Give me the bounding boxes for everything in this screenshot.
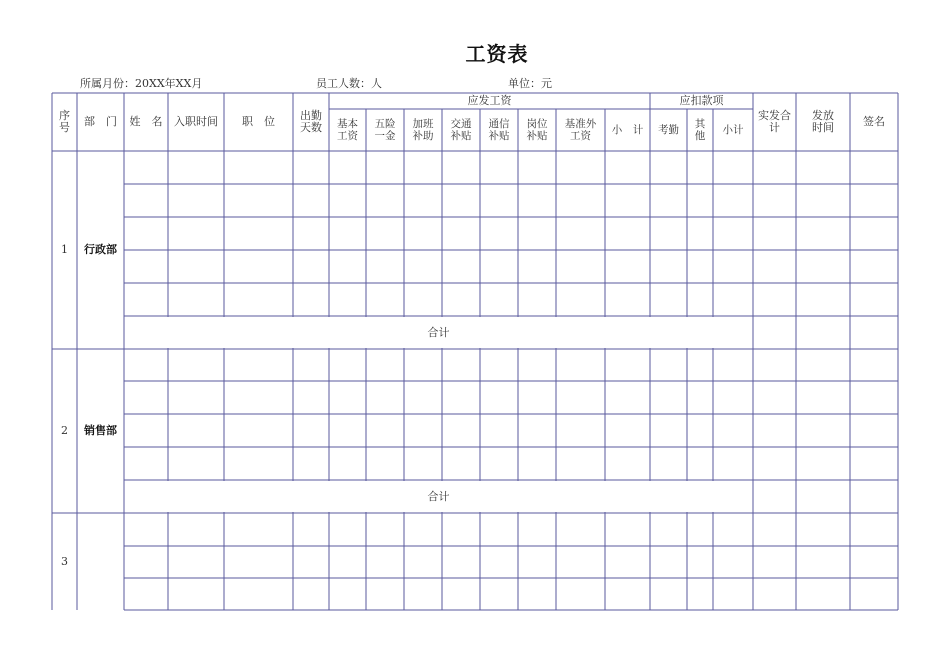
group-total-label: 合计 <box>427 489 450 503</box>
group-seq-number: 1 <box>61 243 68 256</box>
header-position: 职 位 <box>242 115 275 128</box>
page-title: 工资表 <box>465 42 529 66</box>
header-attendance-deduct: 考勤 <box>658 124 679 136</box>
header-payable-group: 应发工资 <box>467 94 512 107</box>
header-subtotal: 小 计 <box>611 124 644 136</box>
group-department: 行政部 <box>84 243 117 256</box>
unit-label: 单位：元 <box>508 77 552 90</box>
header-net-total: 实发合 计 <box>758 109 791 134</box>
group-seq-number: 3 <box>61 554 68 568</box>
header-transport: 交通 补贴 <box>450 118 472 142</box>
group-seq-number: 2 <box>61 424 68 437</box>
header-deduct-group: 应扣款项 <box>679 94 724 107</box>
header-name: 姓 名 <box>129 115 163 128</box>
staff-count-label: 员工人数：人 <box>316 77 382 90</box>
header-telecom: 通信 补贴 <box>488 118 510 142</box>
header-insurance: 五险 一金 <box>374 118 396 142</box>
header-extra-salary: 基准外 工资 <box>564 118 597 142</box>
group-department: 销售部 <box>84 424 117 437</box>
header-deduct-subtotal: 小计 <box>722 124 744 136</box>
header-base-salary: 基本 工资 <box>337 118 358 142</box>
header-dept: 部 门 <box>84 115 117 128</box>
header-seq: 序 号 <box>59 109 70 134</box>
group-total-label: 合计 <box>427 325 450 339</box>
header-hire-date: 入职时间 <box>174 115 218 128</box>
header-post-allowance: 岗位 补贴 <box>526 118 548 142</box>
header-signature: 签名 <box>863 115 885 128</box>
header-pay-time: 发放 时间 <box>812 109 834 134</box>
header-overtime: 加班 补助 <box>412 118 434 142</box>
month-label: 所属月份：20XX年XX月 <box>80 77 203 90</box>
header-other: 其 他 <box>694 118 706 142</box>
group-department <box>77 513 124 610</box>
header-attendance-days: 出勤 天数 <box>300 109 322 134</box>
